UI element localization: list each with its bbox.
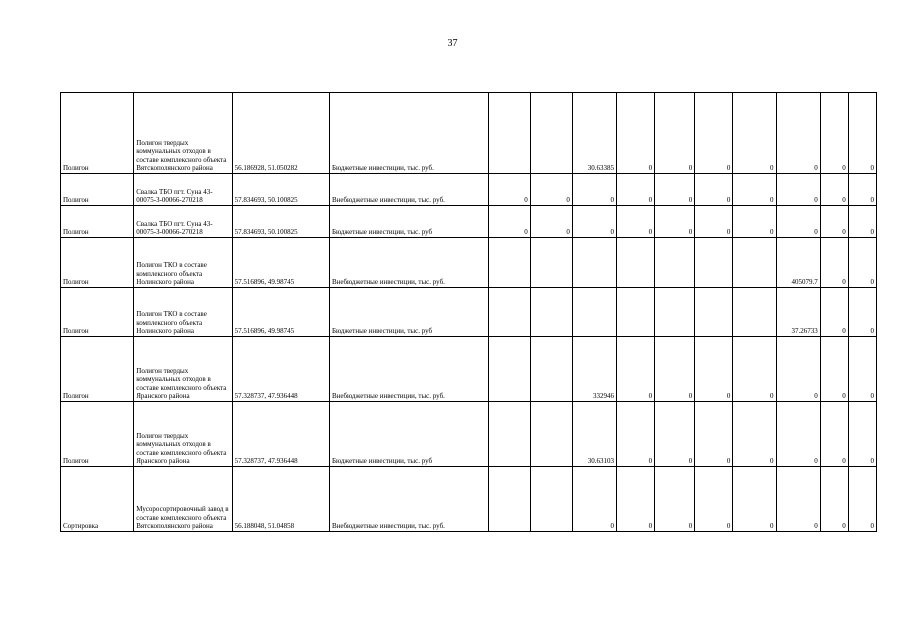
table-row [61, 402, 877, 467]
funding-source-cell: Внебюджетные инвестиции, тыс. руб. [329, 467, 488, 532]
object-type-cell: Полигон [61, 238, 134, 288]
value-cell: 0 [776, 206, 820, 238]
coordinates-cell: 56.188048, 51.04858 [232, 467, 329, 532]
value-cell: 0 [776, 337, 820, 402]
value-cell [572, 288, 616, 337]
value-cell [733, 288, 776, 337]
value-cell: 0 [776, 174, 820, 206]
table-row [61, 288, 877, 337]
value-cell: 0 [695, 93, 733, 174]
coordinates-cell: 57.328737, 47.936448 [232, 402, 329, 467]
value-cell: 0 [820, 238, 848, 288]
table-row [61, 337, 877, 402]
value-cell: 405079.7 [776, 238, 820, 288]
value-cell: 0 [572, 467, 616, 532]
object-name-cell: Полигон твердых коммунальных отходов в составе комплексного объекта Яранского района [134, 402, 232, 467]
funding-source-cell: Бюджетные инвестиции, тыс. руб [329, 206, 488, 238]
value-cell [733, 238, 776, 288]
object-type-cell: Полигон [61, 402, 134, 467]
value-cell: 0 [733, 337, 776, 402]
value-cell: 0 [655, 467, 695, 532]
value-cell: 0 [695, 402, 733, 467]
object-type-cell: Сортировка [61, 467, 134, 532]
funding-source-cell: Бюджетные инвестиции, тыс. руб [329, 402, 488, 467]
value-cell [488, 238, 530, 288]
value-cell: 0 [572, 206, 616, 238]
object-name-cell: Мусоросортировочный завод в составе комплексного объекта Вятскополянского района [134, 467, 232, 532]
value-cell: 0 [848, 402, 876, 467]
investment-table [60, 92, 877, 532]
value-cell: 0 [616, 174, 654, 206]
value-cell: 0 [733, 174, 776, 206]
funding-source-cell: Внебюджетные инвестиции, тыс. руб. [329, 174, 488, 206]
object-name-cell: Полигон твердых коммунальных отходов в составе комплексного объекта Вятскополянского района [134, 93, 232, 174]
value-cell: 0 [655, 206, 695, 238]
value-cell: 0 [695, 206, 733, 238]
value-cell [488, 288, 530, 337]
value-cell: 332946 [572, 337, 616, 402]
value-cell: 0 [616, 402, 654, 467]
value-cell: 0 [848, 206, 876, 238]
value-cell: 0 [616, 206, 654, 238]
value-cell: 0 [820, 174, 848, 206]
value-cell: 0 [848, 337, 876, 402]
table-row [61, 238, 877, 288]
object-name-cell: Свалка ТБО пгт. Суна 43-00075-З-00066-270218 [134, 174, 232, 206]
object-type-cell: Полигон [61, 174, 134, 206]
funding-source-cell: Внебюджетные инвестиции, тыс. руб. [329, 238, 488, 288]
value-cell: 0 [848, 174, 876, 206]
value-cell: 30.63385 [572, 93, 616, 174]
value-cell [530, 93, 572, 174]
object-name-cell: Полигон твердых коммунальных отходов в составе комплексного объекта Яранского района [134, 337, 232, 402]
page-number: 37 [447, 38, 458, 49]
object-type-cell: Полигон [61, 206, 134, 238]
table-row [61, 174, 877, 206]
table-row [61, 467, 877, 532]
value-cell: 0 [820, 288, 848, 337]
coordinates-cell: 57.516896, 49.98745 [232, 288, 329, 337]
value-cell: 0 [655, 402, 695, 467]
coordinates-cell: 57.834693, 50.100825 [232, 174, 329, 206]
coordinates-cell: 56.186928, 51.050282 [232, 93, 329, 174]
value-cell: 0 [848, 288, 876, 337]
value-cell: 0 [820, 402, 848, 467]
value-cell [572, 238, 616, 288]
table-row [61, 206, 877, 238]
funding-source-cell: Бюджетные инвестиции, тыс. руб. [329, 93, 488, 174]
object-type-cell: Полигон [61, 337, 134, 402]
value-cell: 0 [572, 174, 616, 206]
value-cell: 0 [530, 174, 572, 206]
value-cell: 0 [655, 337, 695, 402]
value-cell [530, 238, 572, 288]
value-cell: 0 [733, 467, 776, 532]
value-cell [530, 337, 572, 402]
value-cell: 0 [488, 206, 530, 238]
object-type-cell: Полигон [61, 288, 134, 337]
object-type-cell: Полигон [61, 93, 134, 174]
value-cell: 0 [695, 174, 733, 206]
value-cell [530, 402, 572, 467]
value-cell: 37.26733 [776, 288, 820, 337]
value-cell [530, 288, 572, 337]
value-cell: 30.63103 [572, 402, 616, 467]
value-cell: 0 [695, 467, 733, 532]
value-cell: 0 [488, 174, 530, 206]
value-cell: 0 [655, 174, 695, 206]
value-cell: 0 [820, 206, 848, 238]
object-name-cell: Свалка ТБО пгт. Суна 43-00075-З-00066-270218 [134, 206, 232, 238]
coordinates-cell: 57.834693, 50.100825 [232, 206, 329, 238]
value-cell: 0 [733, 206, 776, 238]
value-cell: 0 [820, 337, 848, 402]
value-cell: 0 [820, 93, 848, 174]
value-cell: 0 [655, 93, 695, 174]
value-cell [655, 238, 695, 288]
value-cell [616, 288, 654, 337]
coordinates-cell: 57.516896, 49.98745 [232, 238, 329, 288]
value-cell: 0 [848, 238, 876, 288]
value-cell: 0 [848, 467, 876, 532]
value-cell: 0 [616, 467, 654, 532]
value-cell: 0 [733, 402, 776, 467]
value-cell [488, 402, 530, 467]
value-cell: 0 [616, 337, 654, 402]
value-cell: 0 [695, 337, 733, 402]
value-cell [655, 288, 695, 337]
value-cell: 0 [776, 402, 820, 467]
value-cell: 0 [616, 93, 654, 174]
value-cell [695, 288, 733, 337]
value-cell [488, 93, 530, 174]
value-cell: 0 [776, 93, 820, 174]
value-cell: 0 [530, 206, 572, 238]
value-cell [695, 238, 733, 288]
value-cell: 0 [820, 467, 848, 532]
value-cell: 0 [776, 467, 820, 532]
funding-source-cell: Бюджетные инвестиции, тыс. руб [329, 288, 488, 337]
value-cell: 0 [733, 93, 776, 174]
value-cell: 0 [848, 93, 876, 174]
table-row [61, 93, 877, 174]
coordinates-cell: 57.328737, 47.936448 [232, 337, 329, 402]
value-cell [488, 337, 530, 402]
value-cell [530, 467, 572, 532]
object-name-cell: Полигон ТКО в составе комплексного объекта Нолинского района [134, 288, 232, 337]
value-cell [488, 467, 530, 532]
value-cell [616, 238, 654, 288]
object-name-cell: Полигон ТКО в составе комплексного объекта Нолинского района [134, 238, 232, 288]
funding-source-cell: Внебюджетные инвестиции, тыс. руб. [329, 337, 488, 402]
